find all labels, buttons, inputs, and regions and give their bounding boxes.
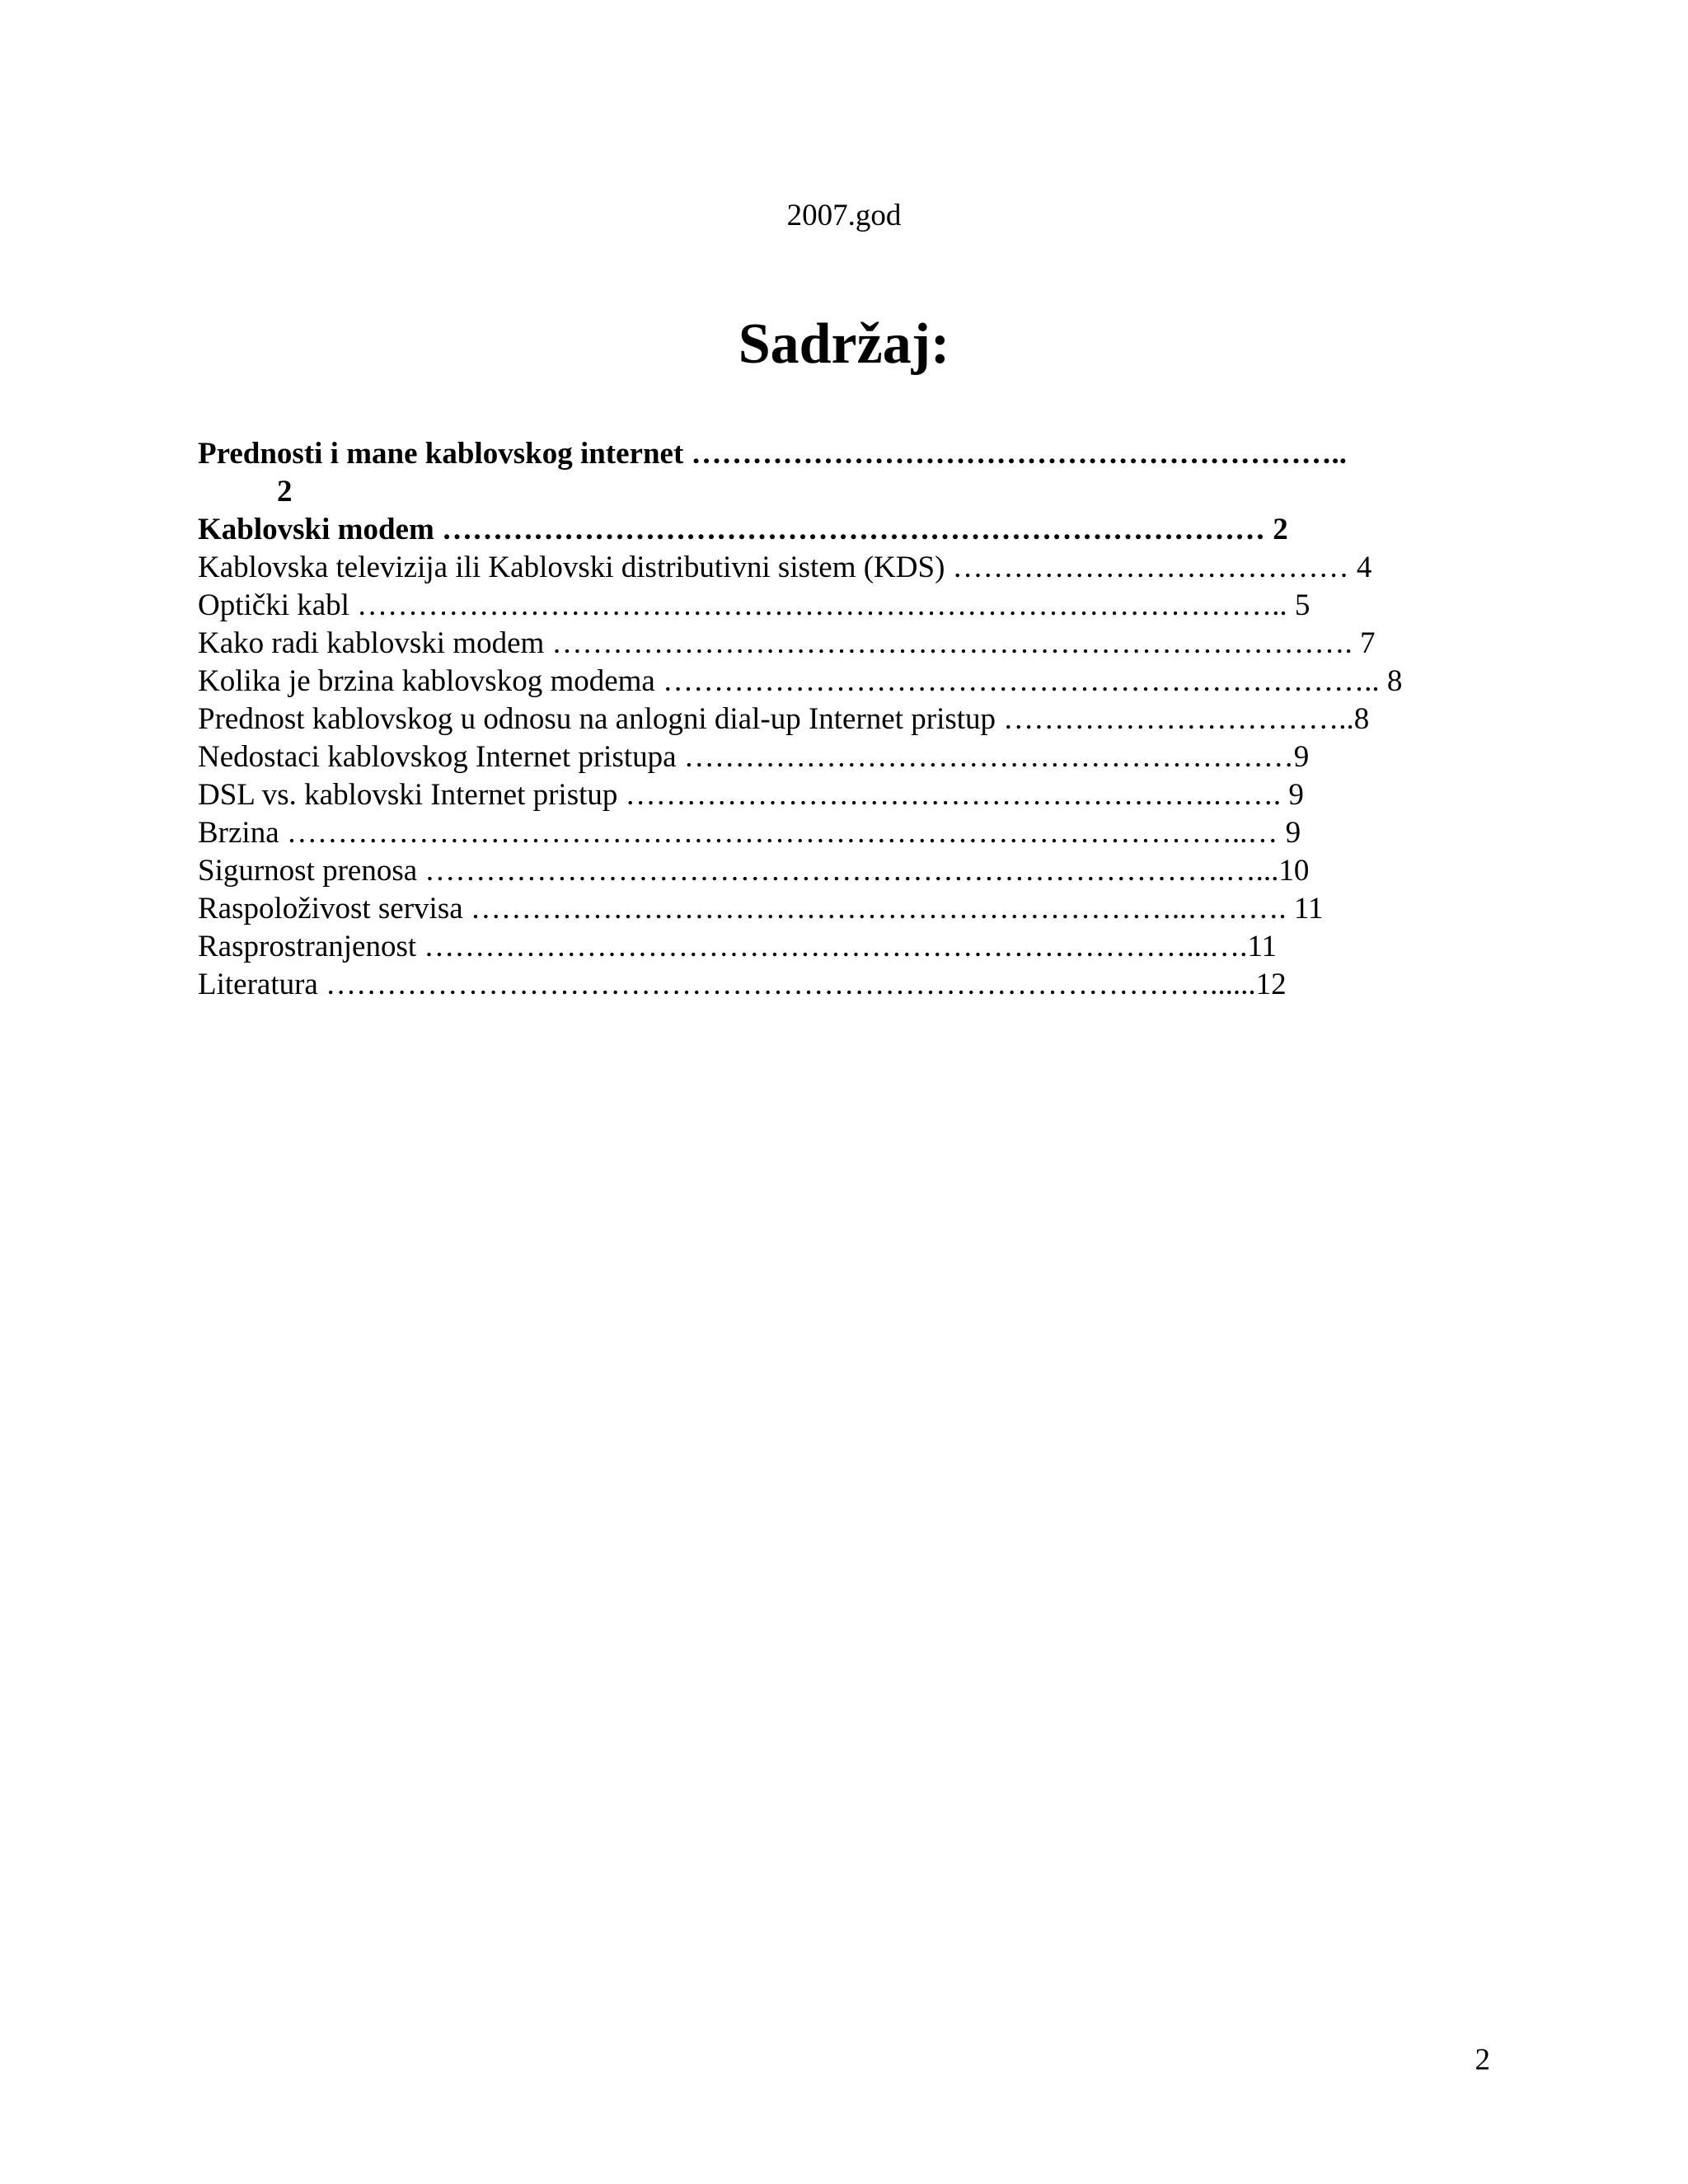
toc-entry-prednosti-i-mane <box>198 435 1484 511</box>
toc-entry-kako-radi: Kako radi kablovski modem ……………………………………………………………………. 7 <box>198 626 1376 660</box>
toc-entry-raspolozivost-servisa: Raspoloživost servisa ……………………………………………………………..………. 11 <box>198 892 1324 926</box>
table-of-contents <box>198 435 1484 1004</box>
toc-entry-literatura: Literatura ……………………………………………………………………………......12 <box>198 968 1287 1001</box>
toc-heading: Sadržaj: <box>738 312 950 376</box>
toc-entry-brzina: Brzina …………………………………………………………………………………..… 9 <box>198 816 1301 850</box>
toc-entry-kablovski-modem: Kablovski modem ……………………………………………………………………… 2 <box>198 513 1288 546</box>
toc-entry-kablovska-televizija: Kablovska televizija ili Kablovski distributivni sistem (KDS) ………………………………… 4 <box>198 551 1372 584</box>
toc-entry-rasprostranjenost: Rasprostranjenost …………………………………………………………………...….11 <box>198 930 1278 963</box>
toc-entry-nedostaci: Nedostaci kablovskog Internet pristupa ……………………………………………………9 <box>198 740 1310 774</box>
page-number: 2 <box>1475 2043 1490 2077</box>
toc-entry-prednost-kablovskog: Prednost kablovskog u odnosu na anlogni dial-up Internet pristup ……………………………..8 <box>198 702 1370 736</box>
toc-entry-page: 2 <box>277 475 293 509</box>
toc-entry-sigurnost-prenosa: Sigurnost prenosa …………………………………………………………………….…...10 <box>198 854 1310 888</box>
toc-entry-kolika-je-brzina: Kolika je brzina kablovskog modema …………………………………………………………….. 8 <box>198 664 1403 698</box>
document-year: 2007.god <box>786 199 902 232</box>
toc-entry-text: Prednosti i mane kablovskog internet ……………………………………………………….. <box>198 437 1348 471</box>
toc-entry-dsl-vs-kablovski: DSL vs. kablovski Internet pristup ………………………………………………….……. 9 <box>198 778 1304 812</box>
toc-entry-opticki-kabl: Optički kabl ……………………………………………………………………………….. 5 <box>198 588 1311 622</box>
